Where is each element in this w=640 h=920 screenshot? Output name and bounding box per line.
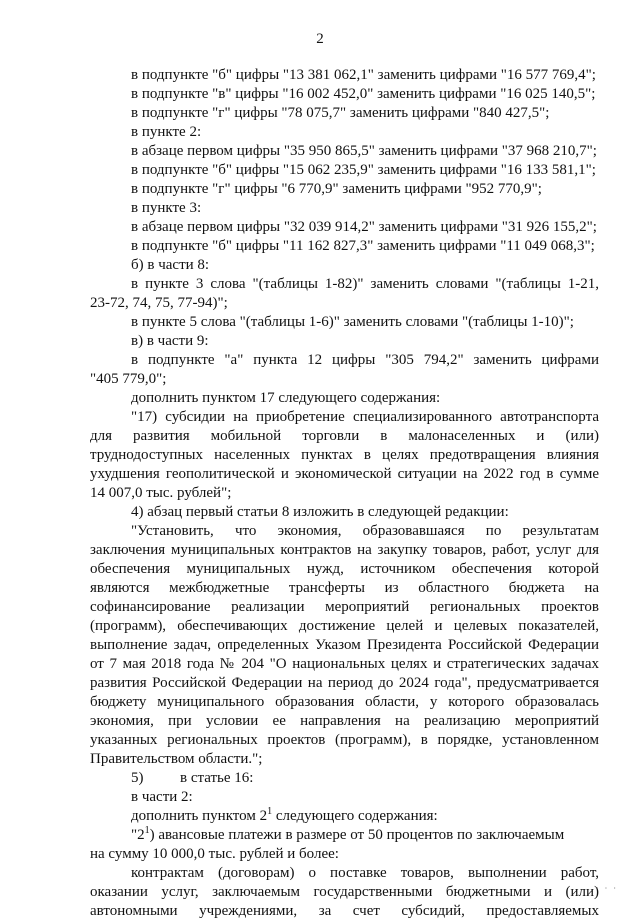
text-line: 23-72, 74, 75, 77-94)"; — [90, 295, 228, 311]
text-line: в подпункте "б" цифры "11 162 827,3" заменить цифрами "11 049 068,3"; — [131, 238, 595, 254]
text-line: выполнение задач, определенных Указом Президента Российской Федерации — [90, 637, 599, 653]
text-line: 14 007,0 тыс. рублей"; — [90, 485, 232, 501]
text-line: Правительством области."; — [90, 751, 263, 767]
text-line: в подпункте "г" цифры "6 770,9" заменить цифрами "952 770,9"; — [131, 181, 542, 197]
text-line: контрактам (договорам) о поставке товаров, выполнении работ, — [131, 865, 599, 881]
text-line: в статье 16: — [180, 770, 254, 786]
text-line: автономными учреждениями, за счет субсидий, предоставляемых — [90, 903, 599, 919]
text-line: в пункте 3: — [131, 200, 202, 216]
text-line: б) в части 8: — [131, 257, 210, 273]
text-line: 4) абзац первый статьи 8 изложить в следующей редакции: — [131, 504, 509, 520]
text-line: в подпункте "г" цифры "78 075,7" заменить цифрами "840 427,5"; — [131, 105, 550, 121]
text-line: "$2^1$) авансовые платежи в размере от 50 процентов по заключаемым — [131, 825, 565, 843]
page-number: 2 — [316, 31, 324, 47]
footer-marks: · · · — [596, 884, 618, 893]
text-line: в абзаце первом цифры "32 039 914,2" заменить цифрами "31 926 155,2"; — [131, 219, 597, 235]
text-line: (программ), обеспечивающих достижение целей и целевых показателей, — [90, 618, 599, 634]
text-line: на сумму 10 000,0 тыс. рублей и более: — [90, 846, 339, 862]
text-line: в подпункте "а" пункта 12 цифры "305 794,2" заменить цифрами — [131, 352, 599, 368]
text-line: в пункте 5 слова "(таблицы 1-6)" заменить словами "(таблицы 1-10)"; — [131, 314, 574, 330]
text-line: бюджету муниципального образования области, у которого образовалась — [90, 694, 599, 710]
text-line: в абзаце первом цифры "35 950 865,5" заменить цифрами "37 968 210,7"; — [131, 143, 597, 159]
text-line: "17) субсидии на приобретение специализированного автотранспорта — [131, 409, 599, 425]
text-line: дополнить пунктом 17 следующего содержания: — [131, 390, 441, 406]
text-line: являются межбюджетные трансферты из областного бюджета на — [90, 580, 599, 596]
text-line: ухудшения геополитической и экономической ситуации на 2022 год в сумме — [90, 466, 599, 482]
text-line: в пункте 2: — [131, 124, 202, 140]
text-line: в пункте 3 слова "(таблицы 1-82)" заменить словами "(таблицы 1-21, — [131, 276, 599, 292]
text-line: софинансирование реализации мероприятий региональных проектов — [90, 599, 599, 615]
text-line: труднодоступных населенных пунктах в целях предотвращения влияния — [90, 447, 599, 463]
text-line: в подпункте "б" цифры "13 381 062,1" заменить цифрами "16 577 769,4"; — [131, 67, 596, 83]
text-line: "405 779,0"; — [90, 371, 167, 387]
text-line: в) в части 9: — [131, 333, 209, 349]
text-line: 5) — [131, 770, 144, 786]
text-line: обеспечения муниципальных нужд, источником обеспечения которой — [90, 561, 599, 577]
text-line: "Установить, что экономия, образовавшаяся по результатам — [131, 523, 599, 539]
text-line: оказании услуг, заключаемым государственными бюджетными и (или) — [90, 884, 599, 900]
text-line: в части 2: — [131, 789, 193, 805]
text-line: для развития мобильной торговли в малонаселенных и (или) — [90, 428, 599, 444]
text-line: указанных региональных проектов (программ), в порядке, установленном — [90, 732, 599, 748]
text-line: в подпункте "б" цифры "15 062 235,9" заменить цифрами "16 133 581,1"; — [131, 162, 596, 178]
text-line: дополнить пунктом $2^1$ следующего содержания: — [131, 806, 438, 824]
text-line: в подпункте "в" цифры "16 002 452,0" заменить цифрами "16 025 140,5"; — [131, 86, 596, 102]
text-line: экономия, при условии ее направления на реализацию мероприятий — [90, 713, 599, 729]
text-line: заключения муниципальных контрактов на закупку товаров, работ, услуг для — [90, 542, 599, 558]
text-line: развития Российской Федерации на период до 2024 года", предусматривается — [90, 675, 599, 691]
text-line: от 7 мая 2018 года № 204 "О национальных целях и стратегических задачах — [90, 656, 599, 672]
